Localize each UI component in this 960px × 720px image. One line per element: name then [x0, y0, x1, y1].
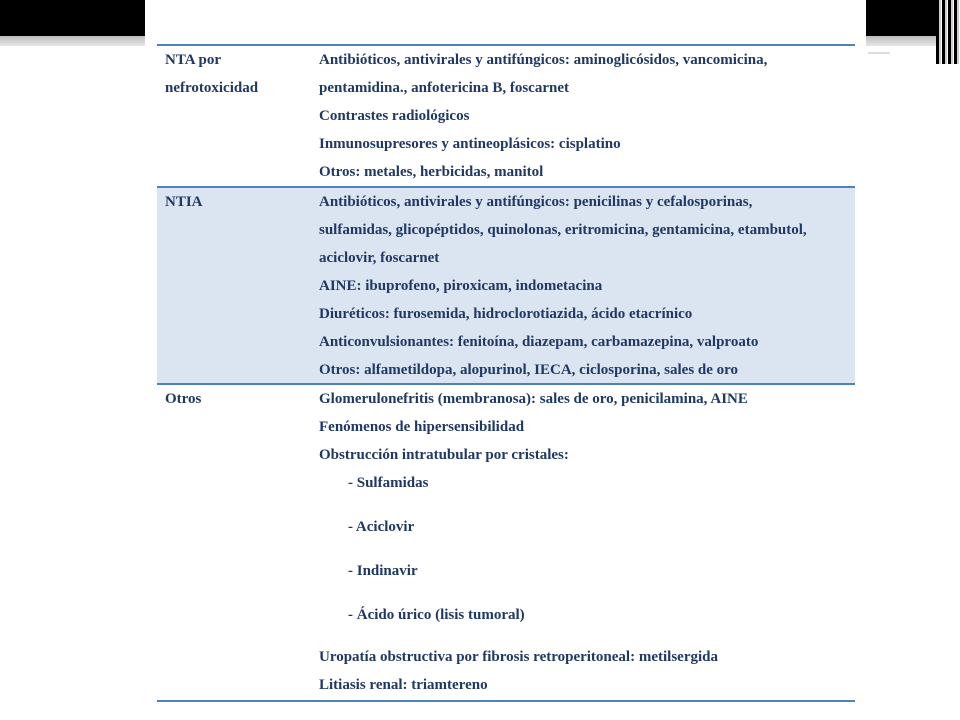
items-cell: [319, 46, 855, 186]
table-line: Fenómenos de hipersensibilidad: [319, 419, 525, 435]
decorative-tick: [868, 52, 890, 54]
table-line: Glomerulonefritis (membranosa): sales de oro, penicilamina, AINE: [319, 391, 748, 407]
table-line: Contrastes radiológicos: [319, 108, 470, 124]
table-row-nta: [157, 44, 855, 186]
table-line: Otros: metales, herbicidas, manitol: [319, 164, 544, 180]
table-line: Litiasis renal: triamtereno: [319, 677, 488, 693]
header-bar-right: [866, 0, 936, 36]
table-line: Diuréticos: furosemida, hidroclorotiazida, ácido etacrínico: [319, 306, 693, 322]
table-line: Obstrucción intratubular por cristales:: [319, 447, 569, 463]
table-line: Antibióticos, antivirales y antifúngicos: penicilinas y cefalosporinas,: [319, 194, 753, 210]
category-label: NTA por: [165, 52, 221, 68]
table-line: Antibióticos, antivirales y antifúngicos: aminoglicósidos, vancomicina,: [319, 52, 768, 68]
table-row-otros: [157, 383, 855, 702]
table-subitem: - Sulfamidas: [348, 475, 429, 491]
table-subitem: - Aciclovir: [348, 519, 415, 535]
items-cell: [319, 188, 855, 383]
category-label: nefrotoxicidad: [165, 80, 259, 96]
table-line: pentamidina., anfotericina B, foscarnet: [319, 80, 569, 96]
header-bar-right-shadow: [866, 36, 936, 46]
items-cell: [319, 385, 855, 700]
table-line: Anticonvulsionantes: fenitoína, diazepam, carbamazepina, valproato: [319, 334, 759, 350]
header-bar-left-shadow: [0, 36, 145, 46]
category-label: NTIA: [165, 194, 203, 210]
table-row-ntia: [157, 186, 855, 383]
table-line: sulfamidas, glicopéptidos, quinolonas, eritromicina, gentamicina, etambutol,: [319, 222, 807, 238]
table-subitem: - Ácido úrico (lisis tumoral): [348, 607, 525, 623]
drug-nephrotoxicity-table: [157, 44, 855, 702]
category-cell: [157, 46, 319, 186]
table-line: aciclovir, foscarnet: [319, 250, 440, 266]
category-cell: [157, 385, 319, 700]
table-subitem: - Indinavir: [348, 563, 418, 579]
header-bar-left: [0, 0, 145, 36]
category-label: Otros: [165, 391, 202, 407]
table-line: Otros: alfametildopa, alopurinol, IECA, ciclosporina, sales de oro: [319, 362, 739, 378]
decorative-stripes: [936, 0, 960, 64]
table-line: Uropatía obstructiva por fibrosis retroperitoneal: metilsergida: [319, 649, 718, 665]
table-line: Inmunosupresores y antineoplásicos: cisplatino: [319, 136, 621, 152]
table-line: AINE: ibuprofeno, piroxicam, indometacina: [319, 278, 603, 294]
category-cell: [157, 188, 319, 383]
